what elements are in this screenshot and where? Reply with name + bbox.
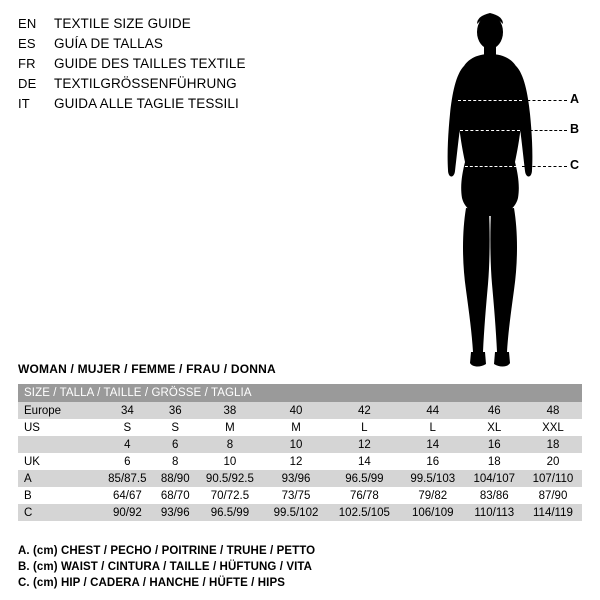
- measure-label-c: C: [570, 158, 580, 172]
- language-row: [18, 94, 318, 114]
- cell: 38: [196, 402, 264, 419]
- language-row: [18, 34, 318, 54]
- row-label: Europe: [18, 402, 100, 419]
- table-row: [18, 453, 582, 470]
- body-figure: [410, 8, 590, 378]
- row-label: B: [18, 487, 100, 504]
- cell: 10: [264, 436, 328, 453]
- cell: 106/109: [401, 504, 465, 521]
- cell: 110/113: [465, 504, 524, 521]
- waist-measure-line-extension: [520, 130, 567, 131]
- table-row: [18, 419, 582, 436]
- cell: 79/82: [401, 487, 465, 504]
- cell: 14: [328, 453, 401, 470]
- cell: XXL: [524, 419, 582, 436]
- cell: XL: [465, 419, 524, 436]
- chest-measure-line-extension: [522, 100, 567, 101]
- legend-row-a: A. (cm) CHEST / PECHO / POITRINE / TRUHE / PETTO: [18, 545, 316, 557]
- table-row: [18, 487, 582, 504]
- cell: 104/107: [465, 470, 524, 487]
- cell: 87/90: [524, 487, 582, 504]
- language-code: DE: [18, 76, 37, 91]
- cell: 46: [465, 402, 524, 419]
- row-label: [18, 436, 100, 453]
- cell: 70/72.5: [196, 487, 264, 504]
- table-row: [18, 402, 582, 419]
- cell: 93/96: [264, 470, 328, 487]
- cell: 20: [524, 453, 582, 470]
- cell: 64/67: [100, 487, 155, 504]
- table-row: [18, 504, 582, 521]
- row-label: UK: [18, 453, 100, 470]
- cell: 114/119: [524, 504, 582, 521]
- measure-label-a: A: [570, 92, 580, 106]
- cell: 102.5/105: [328, 504, 401, 521]
- cell: M: [196, 419, 264, 436]
- language-row: [18, 74, 318, 94]
- chest-measure-line: [458, 100, 522, 101]
- language-title: GUIDE DES TAILLES TEXTILE: [54, 56, 246, 71]
- cell: 18: [465, 453, 524, 470]
- cell: 96.5/99: [196, 504, 264, 521]
- table-row: [18, 470, 582, 487]
- cell: 85/87.5: [100, 470, 155, 487]
- language-code: IT: [18, 96, 30, 111]
- cell: 68/70: [155, 487, 196, 504]
- cell: S: [155, 419, 196, 436]
- cell: 36: [155, 402, 196, 419]
- table-header-label: SIZE / TALLA / TAILLE / GRÖSSE / TAGLIA: [18, 384, 582, 402]
- cell: 6: [155, 436, 196, 453]
- row-label: US: [18, 419, 100, 436]
- cell: 40: [264, 402, 328, 419]
- language-title-block: [18, 14, 318, 114]
- cell: 99.5/103: [401, 470, 465, 487]
- waist-measure-line: [460, 130, 520, 131]
- cell: S: [100, 419, 155, 436]
- cell: L: [401, 419, 465, 436]
- cell: 90/92: [100, 504, 155, 521]
- cell: 107/110: [524, 470, 582, 487]
- language-code: FR: [18, 56, 36, 71]
- language-row: [18, 14, 318, 34]
- cell: 48: [524, 402, 582, 419]
- measurement-legend: [18, 543, 578, 591]
- cell: 88/90: [155, 470, 196, 487]
- cell: 44: [401, 402, 465, 419]
- cell: 14: [401, 436, 465, 453]
- cell: 8: [196, 436, 264, 453]
- cell: 76/78: [328, 487, 401, 504]
- cell: 93/96: [155, 504, 196, 521]
- table-header-row: [18, 384, 582, 402]
- language-title: GUIDA ALLE TAGLIE TESSILI: [54, 96, 239, 111]
- cell: 34: [100, 402, 155, 419]
- language-title: GUÍA DE TALLAS: [54, 36, 163, 51]
- cell: 99.5/102: [264, 504, 328, 521]
- language-row: [18, 54, 318, 74]
- cell: 90.5/92.5: [196, 470, 264, 487]
- measure-label-b: B: [570, 122, 580, 136]
- cell: L: [328, 419, 401, 436]
- language-title: TEXTILE SIZE GUIDE: [54, 16, 191, 31]
- table-row: [18, 436, 582, 453]
- hip-measure-line: [460, 166, 522, 167]
- legend-row-c: C. (cm) HIP / CADERA / HANCHE / HÜFTE / HIPS: [18, 577, 286, 589]
- legend-row-b: B. (cm) WAIST / CINTURA / TAILLE / HÜFTUNG / VITA: [18, 561, 313, 573]
- language-code: EN: [18, 16, 37, 31]
- cell: 83/86: [465, 487, 524, 504]
- cell: 18: [524, 436, 582, 453]
- cell: 10: [196, 453, 264, 470]
- female-silhouette-icon: [410, 8, 590, 378]
- cell: 16: [401, 453, 465, 470]
- size-table: [18, 384, 582, 521]
- language-title: TEXTILGRÖSSENFÜHRUNG: [54, 76, 237, 91]
- cell: 12: [264, 453, 328, 470]
- cell: 12: [328, 436, 401, 453]
- row-label: A: [18, 470, 100, 487]
- row-label: C: [18, 504, 100, 521]
- cell: 42: [328, 402, 401, 419]
- language-code: ES: [18, 36, 36, 51]
- cell: 4: [100, 436, 155, 453]
- cell: 6: [100, 453, 155, 470]
- cell: 8: [155, 453, 196, 470]
- cell: 96.5/99: [328, 470, 401, 487]
- section-caption: WOMAN / MUJER / FEMME / FRAU / DONNA: [18, 362, 276, 376]
- cell: 73/75: [264, 487, 328, 504]
- cell: 16: [465, 436, 524, 453]
- hip-measure-line-extension: [522, 166, 567, 167]
- cell: M: [264, 419, 328, 436]
